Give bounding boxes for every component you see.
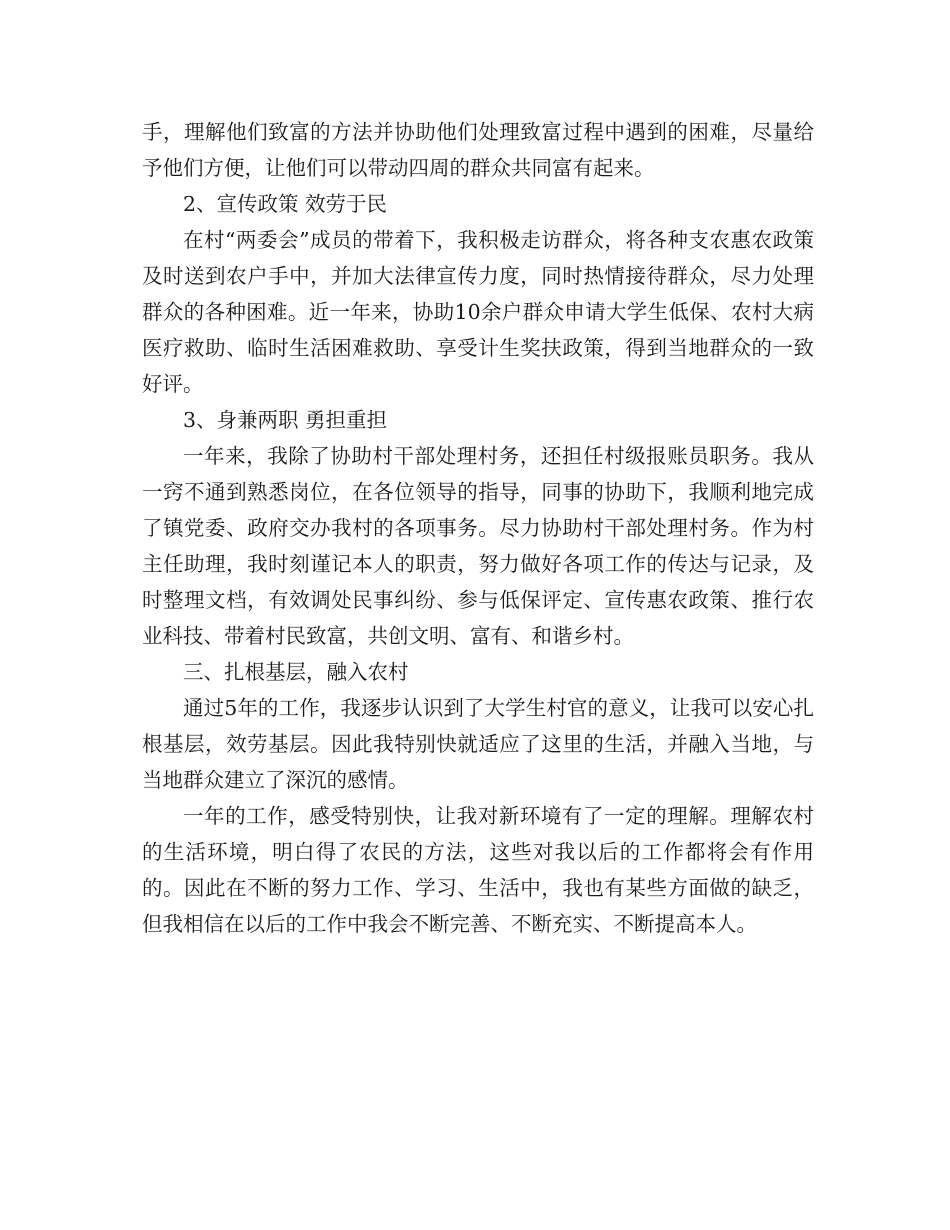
paragraph-dual-roles: 一年来，我除了协助村干部处理村务，还担任村级报账员职务。我从一窍不通到熟悉岗位，在各位领导的指导，同事的协助下，我顺利地完成了镇党委、政府交办我村的各项事务。尽力协助村干部处理村务。作为村主任助理，我时刻谨记本人的职责，努力做好各项工作的传达与记录，及时整理文档，有效调处民事纠纷、参与低保评定、宣传惠农政策、推行农业科技、带着村民致富，共创文明、富有、和谐乡村。: [142, 444, 814, 648]
section-heading-dual-roles: 3、身兼两职 勇担重担: [183, 408, 388, 432]
section-heading-grassroots: 三、扎根基层，融入农村: [183, 660, 409, 684]
document-body: [142, 114, 814, 942]
paragraph-policy: 在村“两委会”成员的带着下，我积极走访群众，将各种支农惠农政策及时送到农户手中，并加大法律宣传力度，同时热情接待群众，尽力处理群众的各种困难。近一年来，协助10余户群众申请大学生低保、农村大病医疗救助、临时生活困难救助、享受计生奖扶政策，得到当地群众的一致好评。: [142, 228, 814, 396]
paragraph-conclusion: 一年的工作，感受特别快，让我对新环境有了一定的理解。理解农村的生活环境，明白得了农民的方法，这些对我以后的工作都将会有作用的。因此在不断的努力工作、学习、生活中，我也有某些方面做的缺乏，但我相信在以后的工作中我会不断完善、不断充实、不断提高本人。: [142, 804, 814, 936]
section-heading-propaganda-policy: 2、宣传政策 效劳于民: [183, 192, 388, 216]
paragraph-grassroots: 通过5年的工作，我逐步认识到了大学生村官的意义，让我可以安心扎根基层，效劳基层。因此我特别快就适应了这里的生活，并融入当地，与当地群众建立了深沉的感情。: [142, 696, 814, 792]
paragraph-continuation: 手，理解他们致富的方法并协助他们处理致富过程中遇到的困难，尽量给予他们方便，让他们可以带动四周的群众共同富有起来。: [142, 120, 814, 180]
